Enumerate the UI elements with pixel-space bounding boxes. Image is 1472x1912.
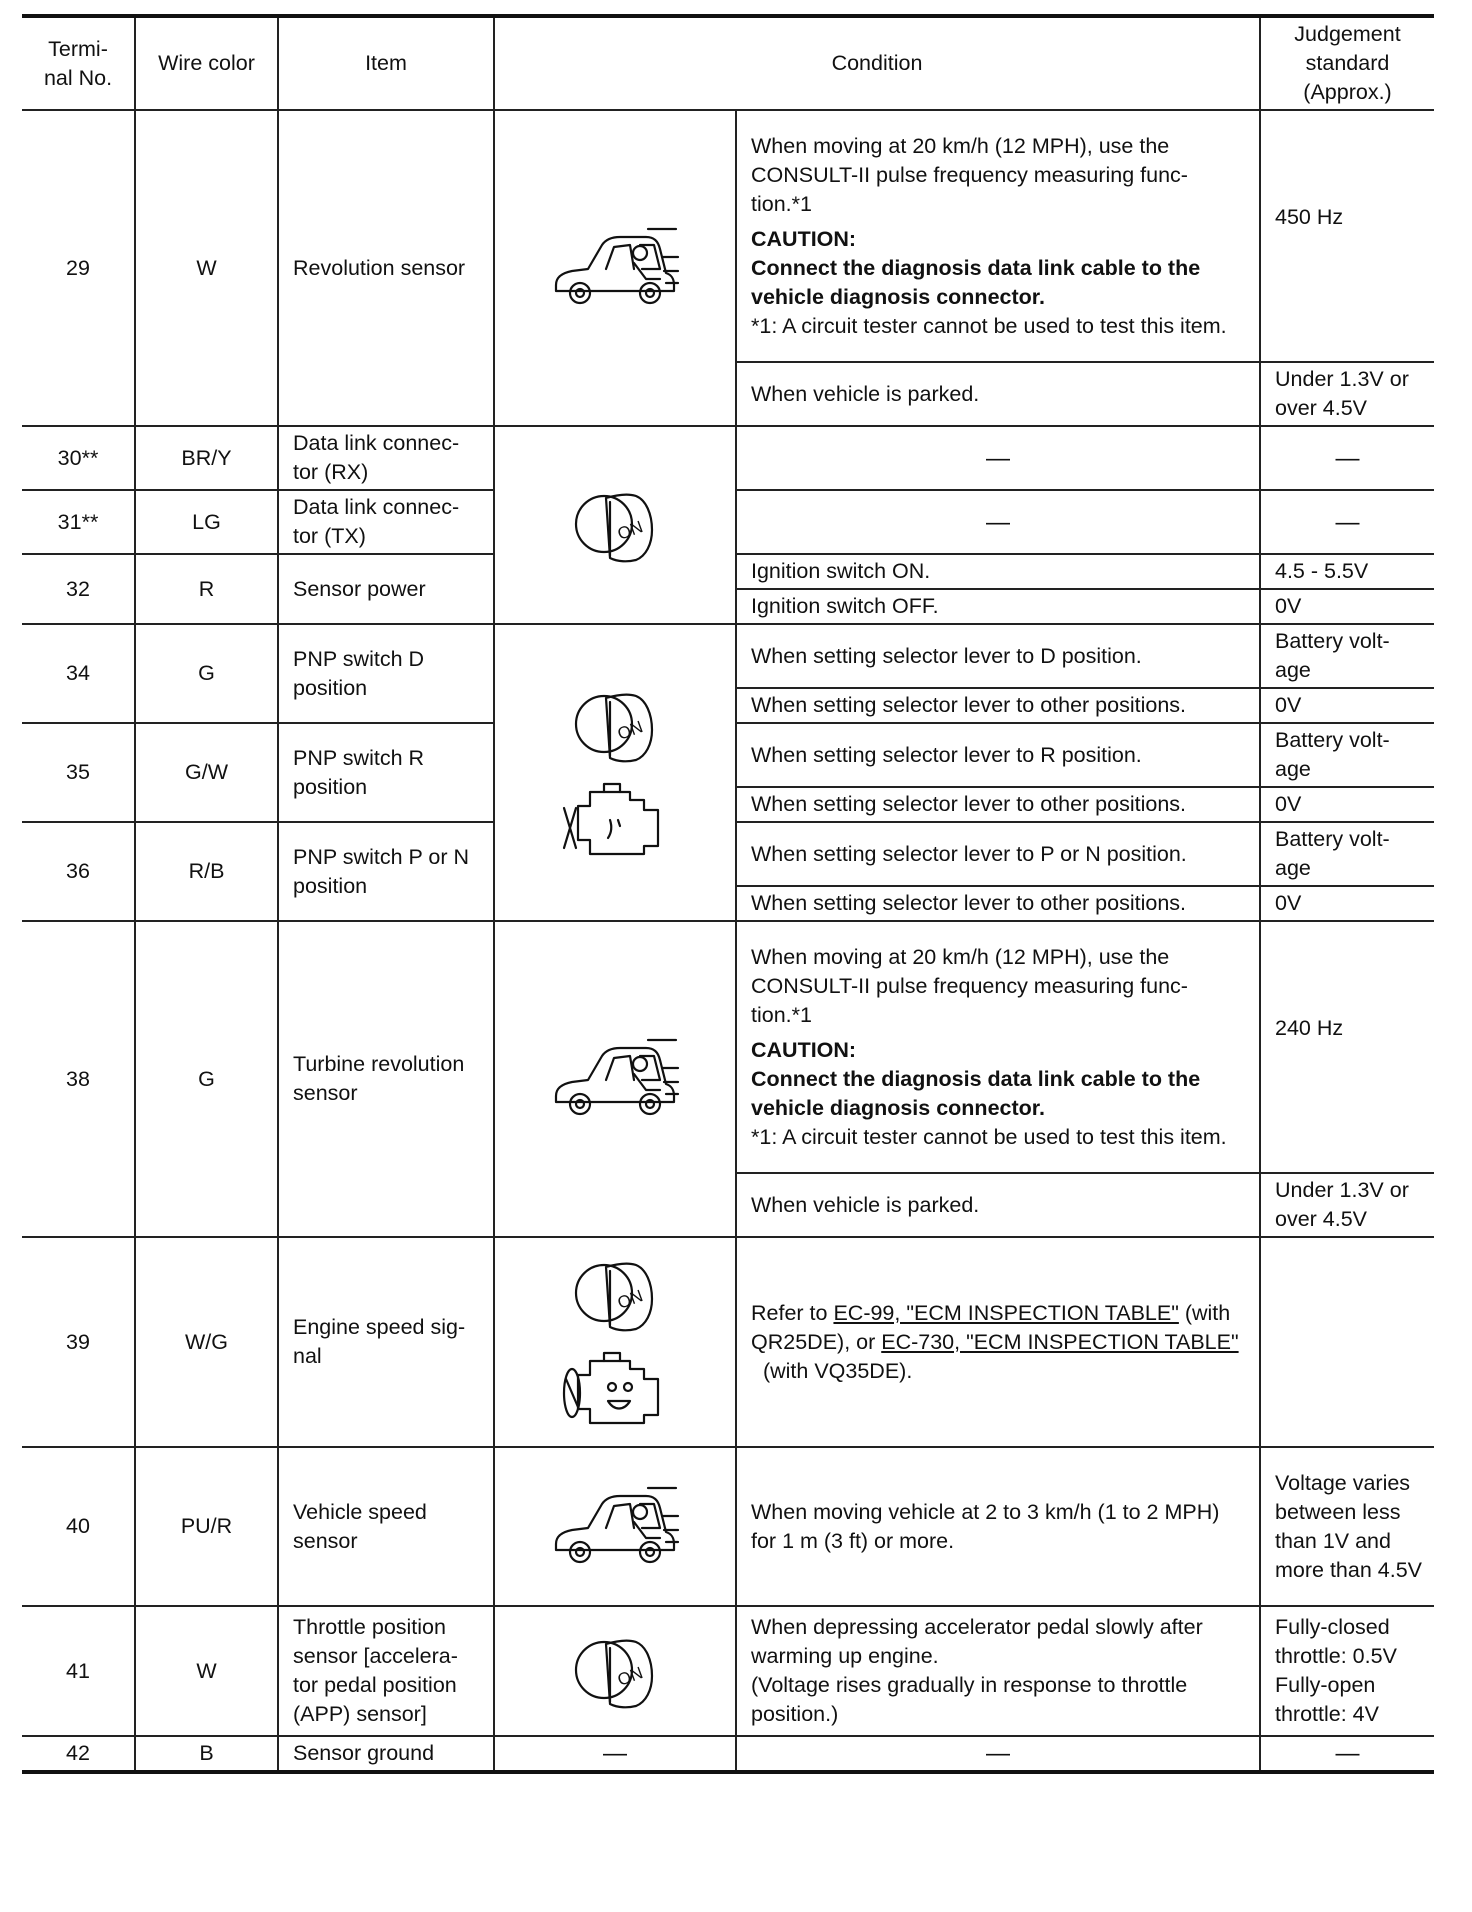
condition: When vehicle is parked. bbox=[736, 362, 1260, 426]
judgement: 4.5 - 5.5V bbox=[1260, 554, 1434, 589]
condition: — bbox=[736, 426, 1260, 490]
judgement: Fully-closed throttle: 0.5V Fully-open throttle: 4V bbox=[1260, 1606, 1434, 1736]
wire-color: G bbox=[135, 624, 278, 723]
judgement: Battery volt-age bbox=[1260, 822, 1434, 886]
terminal-number: 42 bbox=[22, 1736, 135, 1772]
terminal-number: 30** bbox=[22, 426, 135, 490]
judgement: — bbox=[1260, 1736, 1434, 1772]
header-terminal: Termi- nal No. bbox=[22, 16, 135, 110]
header-wire-color: Wire color bbox=[135, 16, 278, 110]
condition: — bbox=[736, 490, 1260, 554]
table-header-row bbox=[22, 16, 1434, 110]
item: Sensor ground bbox=[278, 1736, 494, 1772]
item: PNP switch D position bbox=[278, 624, 494, 723]
icon-cell bbox=[494, 1606, 736, 1736]
judgement bbox=[1260, 1237, 1434, 1447]
judgement: 240 Hz bbox=[1260, 921, 1434, 1173]
ignition-key-on-icon bbox=[570, 1249, 660, 1339]
condition: When moving vehicle at 2 to 3 km/h (1 to 2 MPH) for 1 m (3 ft) or more. bbox=[736, 1447, 1260, 1606]
refer-text: Refer to bbox=[751, 1300, 834, 1325]
table-row-38 bbox=[22, 921, 1434, 1173]
table-row-41 bbox=[22, 1606, 1434, 1736]
judgement: Under 1.3V or over 4.5V bbox=[1260, 362, 1434, 426]
terminal-number: 36 bbox=[22, 822, 135, 921]
icon-cell bbox=[494, 1237, 736, 1447]
condition: Ignition switch ON. bbox=[736, 554, 1260, 589]
condition bbox=[736, 1237, 1260, 1447]
condition: When setting selector lever to R position. bbox=[736, 723, 1260, 787]
judgement: 450 Hz bbox=[1260, 110, 1434, 362]
driving-car-icon bbox=[550, 1482, 680, 1572]
wire-color: W bbox=[135, 1606, 278, 1736]
icon-cell bbox=[494, 110, 736, 426]
wire-color: BR/Y bbox=[135, 426, 278, 490]
ignition-key-on-icon bbox=[570, 1626, 660, 1716]
judgement: Voltage varies between less than 1V and more than 4.5V bbox=[1260, 1447, 1434, 1606]
judgement: 0V bbox=[1260, 886, 1434, 921]
condition: When setting selector lever to P or N position. bbox=[736, 822, 1260, 886]
condition: When setting selector lever to other positions. bbox=[736, 886, 1260, 921]
consult-instruction: When moving at 20 km/h (12 MPH), use the CONSULT-II pulse frequency measuring func-tion.*1 bbox=[751, 944, 1188, 1027]
wire-color: R/B bbox=[135, 822, 278, 921]
item: Engine speed sig-nal bbox=[278, 1237, 494, 1447]
wire-color: R bbox=[135, 554, 278, 624]
item: Revolution sensor bbox=[278, 110, 494, 426]
condition bbox=[736, 921, 1260, 1173]
condition: When depressing accelerator pedal slowly after warming up engine. (Voltage rises gradually in response to throttle position.) bbox=[736, 1606, 1260, 1736]
item: Data link connec-tor (TX) bbox=[278, 490, 494, 554]
judgement: 0V bbox=[1260, 589, 1434, 624]
icon-cell: — bbox=[494, 1736, 736, 1772]
condition: Ignition switch OFF. bbox=[736, 589, 1260, 624]
caution-label: CAUTION: bbox=[751, 226, 857, 251]
header-condition: Condition bbox=[494, 16, 1260, 110]
judgement: 0V bbox=[1260, 688, 1434, 723]
driving-car-icon bbox=[550, 1034, 680, 1124]
item: Sensor power bbox=[278, 554, 494, 624]
header-judgement: Judgement standard (Approx.) bbox=[1260, 16, 1434, 110]
judgement: — bbox=[1260, 426, 1434, 490]
table-row-34 bbox=[22, 624, 1434, 688]
terminal-number: 29 bbox=[22, 110, 135, 426]
item: Data link connec-tor (RX) bbox=[278, 426, 494, 490]
item: PNP switch P or N position bbox=[278, 822, 494, 921]
table-row-29 bbox=[22, 110, 1434, 362]
judgement: Battery volt-age bbox=[1260, 723, 1434, 787]
ignition-key-on-icon bbox=[570, 480, 660, 570]
icon-cell bbox=[494, 921, 736, 1237]
engine-running-icon bbox=[560, 1345, 670, 1435]
judgement: — bbox=[1260, 490, 1434, 554]
footnote: *1: A circuit tester cannot be used to test this item. bbox=[751, 313, 1227, 338]
refer-tail-text: (with VQ35DE). bbox=[751, 1358, 913, 1383]
terminal-number: 39 bbox=[22, 1237, 135, 1447]
icon-cell bbox=[494, 1447, 736, 1606]
terminal-inspection-table bbox=[22, 14, 1434, 1774]
icon-cell bbox=[494, 624, 736, 921]
table-row-40 bbox=[22, 1447, 1434, 1606]
caution-text: Connect the diagnosis data link cable to the vehicle diagnosis connector. bbox=[751, 255, 1201, 309]
item: Throttle position sensor [accelera-tor pedal position (APP) sensor] bbox=[278, 1606, 494, 1736]
terminal-number: 40 bbox=[22, 1447, 135, 1606]
wire-color: G bbox=[135, 921, 278, 1237]
item: PNP switch R position bbox=[278, 723, 494, 822]
condition: When vehicle is parked. bbox=[736, 1173, 1260, 1237]
ignition-key-on-icon bbox=[570, 680, 660, 770]
terminal-number: 31** bbox=[22, 490, 135, 554]
condition bbox=[736, 110, 1260, 362]
refer-mid-text: (with QR25DE), or bbox=[751, 1300, 1231, 1354]
terminal-number: 35 bbox=[22, 723, 135, 822]
header-item: Item bbox=[278, 16, 494, 110]
wire-color: LG bbox=[135, 490, 278, 554]
ec-99-link[interactable]: EC-99, "ECM INSPECTION TABLE" bbox=[833, 1300, 1179, 1325]
table-row-30 bbox=[22, 426, 1434, 490]
wire-color: B bbox=[135, 1736, 278, 1772]
terminal-number: 34 bbox=[22, 624, 135, 723]
terminal-number: 38 bbox=[22, 921, 135, 1237]
consult-instruction: When moving at 20 km/h (12 MPH), use the CONSULT-II pulse frequency measuring func-tion.*1 bbox=[751, 133, 1188, 216]
caution-text: Connect the diagnosis data link cable to the vehicle diagnosis connector. bbox=[751, 1066, 1201, 1120]
icon-cell bbox=[494, 426, 736, 624]
caution-label: CAUTION: bbox=[751, 1037, 857, 1062]
condition: When setting selector lever to other positions. bbox=[736, 688, 1260, 723]
terminal-number: 32 bbox=[22, 554, 135, 624]
condition: When setting selector lever to D position. bbox=[736, 624, 1260, 688]
item: Turbine revolution sensor bbox=[278, 921, 494, 1237]
terminal-number: 41 bbox=[22, 1606, 135, 1736]
judgement: Battery volt-age bbox=[1260, 624, 1434, 688]
judgement: Under 1.3V or over 4.5V bbox=[1260, 1173, 1434, 1237]
driving-car-icon bbox=[550, 223, 680, 313]
table-row-39 bbox=[22, 1237, 1434, 1447]
engine-stopped-icon bbox=[560, 776, 670, 866]
ec-730-link[interactable]: EC-730, "ECM INSPECTION TABLE" bbox=[881, 1329, 1239, 1354]
wire-color: PU/R bbox=[135, 1447, 278, 1606]
footnote: *1: A circuit tester cannot be used to test this item. bbox=[751, 1124, 1227, 1149]
wire-color: W/G bbox=[135, 1237, 278, 1447]
judgement: 0V bbox=[1260, 787, 1434, 822]
wire-color: G/W bbox=[135, 723, 278, 822]
condition: — bbox=[736, 1736, 1260, 1772]
item: Vehicle speed sensor bbox=[278, 1447, 494, 1606]
condition: When setting selector lever to other positions. bbox=[736, 787, 1260, 822]
table-row-42 bbox=[22, 1736, 1434, 1772]
wire-color: W bbox=[135, 110, 278, 426]
